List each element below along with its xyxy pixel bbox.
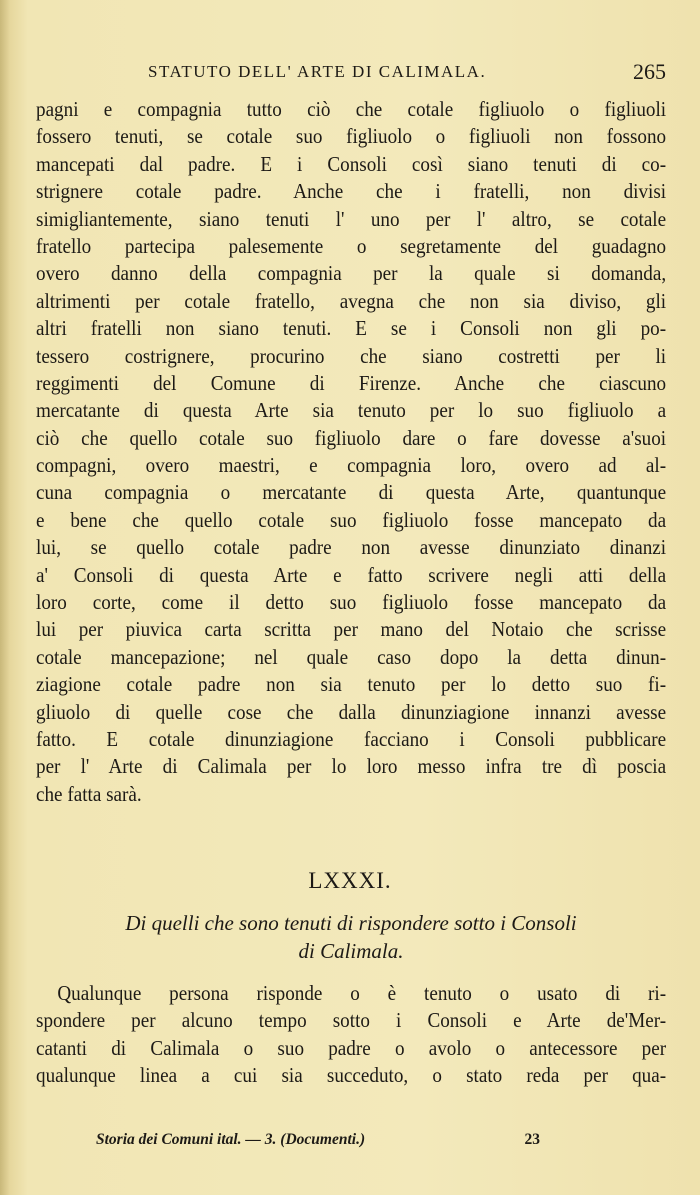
text-line: loro corte, come il detto suo figliuolo fosse mancepato da bbox=[36, 590, 667, 615]
section-body bbox=[36, 980, 666, 1090]
page-header bbox=[36, 59, 666, 88]
text-line: e bene che quello cotale suo figliuolo fosse mancepato da bbox=[36, 507, 667, 532]
text-line: Qualunque persona risponde o è tenuto o usato di ri- bbox=[57, 981, 667, 1005]
running-title: STATUTO DELL' ARTE DI CALIMALA. bbox=[148, 62, 487, 81]
section-title-line: di Calimala. bbox=[298, 939, 404, 963]
footer-series: Storia dei Comuni ital. — 3. (Documenti.) bbox=[96, 1131, 366, 1148]
text-line: che fatta sarà. bbox=[36, 781, 142, 806]
text-line: catanti di Calimala o suo padre o avolo o antecessore per bbox=[36, 1035, 667, 1060]
text-line: mercatante di questa Arte sia tenuto per lo suo figliuolo a bbox=[36, 398, 667, 423]
text-line: lui per piuvica carta scritta per mano del Notaio che scrisse bbox=[36, 617, 667, 642]
text-line: spondere per alcuno tempo sotto i Consoli e Arte de'Mer- bbox=[36, 1008, 667, 1033]
text-line: ciò che quello cotale suo figliuolo dare o fare dovesse a'suoi bbox=[36, 425, 667, 450]
text-line: fatto. E cotale dinunziagione facciano i Consoli pubblicare bbox=[36, 726, 667, 751]
text-line: fossero tenuti, se cotale suo figliuolo o figliuoli non fossono bbox=[36, 124, 667, 149]
text-line: altrimenti per cotale fratello, avegna che non sia diviso, gli bbox=[36, 288, 667, 313]
text-line: altri fratelli non siano tenuti. E se i Consoli non gli po- bbox=[36, 316, 667, 341]
section-title bbox=[36, 909, 666, 965]
text-line: simigliantemente, siano tenuti l' uno per l' altro, se cotale bbox=[36, 206, 667, 231]
text-line: qualunque linea a cui sia succeduto, o stato reda per qua- bbox=[36, 1063, 667, 1088]
text-line: per l' Arte di Calimala per lo loro messo infra tre dì poscia bbox=[36, 754, 667, 779]
text-line: fratello partecipa palesemente o segretamente del guadagno bbox=[36, 233, 667, 258]
text-line: overo danno della compagnia per la quale si domanda, bbox=[36, 261, 667, 286]
text-line: pagni e compagnia tutto ciò che cotale figliuolo o figliuoli bbox=[36, 97, 667, 121]
text-line: compagni, overo maestri, e compagnia loro, overo ad al- bbox=[36, 453, 667, 478]
text-line: gliuolo di quelle cose che dalla dinunziagione innanzi avesse bbox=[36, 699, 667, 724]
page-footer bbox=[96, 1131, 566, 1149]
text-line: reggimenti del Comune di Firenze. Anche che ciascuno bbox=[36, 370, 667, 395]
page-number: 265 bbox=[633, 59, 666, 84]
footer-signature: 23 bbox=[524, 1131, 540, 1148]
section-number: LXXXI. bbox=[308, 868, 392, 893]
text-line: cotale mancepazione; nel quale caso dopo la detta dinun- bbox=[36, 644, 667, 669]
section-title-line: Di quelli che sono tenuti di rispondere sotto i Consoli bbox=[125, 911, 577, 935]
text-line: lui, se quello cotale padre non avesse dinunziato dinanzi bbox=[36, 535, 667, 560]
text-line: tessero costrignere, procurino che siano costretti per li bbox=[36, 343, 667, 368]
text-line: ziagione cotale padre non sia tenuto per lo detto suo fi- bbox=[36, 672, 667, 697]
body-text bbox=[36, 96, 666, 808]
text-line: cuna compagnia o mercatante di questa Arte, quantunque bbox=[36, 480, 667, 505]
text-line: a' Consoli di questa Arte e fatto scrivere negli atti della bbox=[36, 562, 667, 587]
text-line: strignere cotale padre. Anche che i fratelli, non divisi bbox=[36, 179, 667, 204]
text-line: mancepati dal padre. E i Consoli così siano tenuti di co- bbox=[36, 151, 667, 176]
